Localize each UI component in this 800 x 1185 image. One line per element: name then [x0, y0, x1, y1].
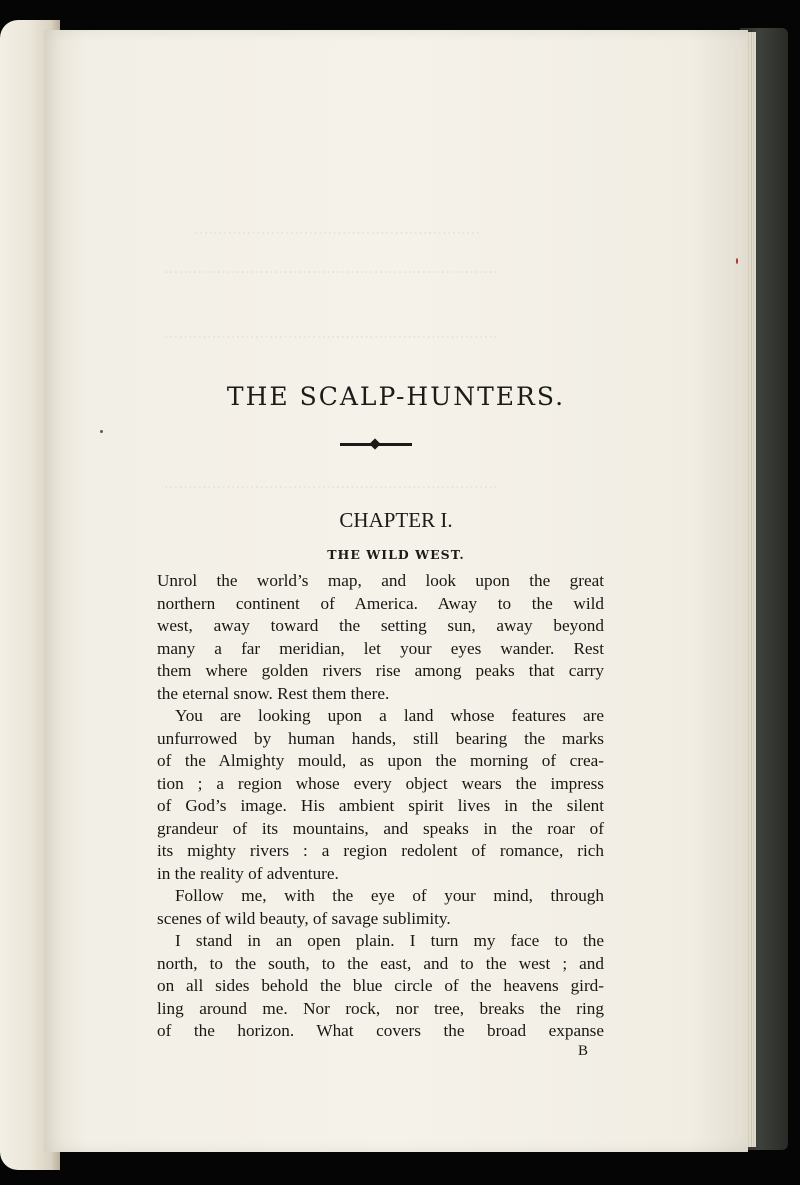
text-line: on all sides behold the blue circle of the heavens gird-	[157, 976, 604, 995]
paper-speck	[736, 258, 738, 264]
book-title: THE SCALP-HUNTERS.	[226, 382, 566, 411]
bleed-through-text: ......................................................................	[164, 259, 498, 277]
body-text	[157, 570, 604, 1043]
text-line: of the Almighty mould, as upon the morning of crea-	[157, 751, 604, 770]
signature-mark: B	[578, 1043, 589, 1059]
text-line: of God’s image. His ambient spirit lives in the silent	[157, 796, 604, 815]
text-line: grandeur of its mountains, and speaks in the roar of	[157, 818, 604, 838]
text-line: Follow me, with the eye of your mind, through	[175, 886, 604, 905]
bleed-through-text: ......................................................................	[164, 324, 498, 342]
text-line: northern continent of America. Away to the wild	[157, 593, 604, 613]
bleed-through-text: ......................................................................	[164, 474, 498, 492]
title-ornament	[340, 440, 412, 448]
bleed-through-text: ............................................................	[194, 220, 481, 238]
text-line: the eternal snow. Rest them there.	[157, 683, 390, 703]
text-line: You are looking upon a land whose features are	[175, 706, 604, 725]
text-line: Unrol the world’s map, and look upon the great	[157, 571, 604, 590]
text-line: scenes of wild beauty, of savage sublimity.	[157, 908, 451, 928]
text-line: ling around me. Nor rock, nor tree, breaks the ring	[157, 998, 604, 1018]
text-line: in the reality of adventure.	[157, 863, 339, 883]
chapter-subtitle: THE WILD WEST.	[327, 547, 465, 562]
book-page	[44, 30, 748, 1152]
text-line: its mighty rivers : a region redolent of romance, rich	[157, 841, 604, 860]
chapter-heading: CHAPTER I.	[339, 508, 453, 532]
text-line: unfurrowed by human hands, still bearing the marks	[157, 728, 604, 748]
text-line: north, to the south, to the east, and to the west ; and	[157, 953, 604, 973]
text-line: many a far meridian, let your eyes wander. Rest	[157, 638, 604, 658]
text-line: west, away toward the setting sun, away beyond	[157, 616, 604, 635]
text-line: tion ; a region whose every object wears the impress	[157, 773, 604, 793]
paper-speck	[100, 430, 103, 433]
text-line: of the horizon. What covers the broad expanse	[157, 1021, 604, 1040]
text-line: I stand in an open plain. I turn my face to the	[175, 931, 604, 950]
text-line: them where golden rivers rise among peaks that carry	[157, 661, 604, 680]
